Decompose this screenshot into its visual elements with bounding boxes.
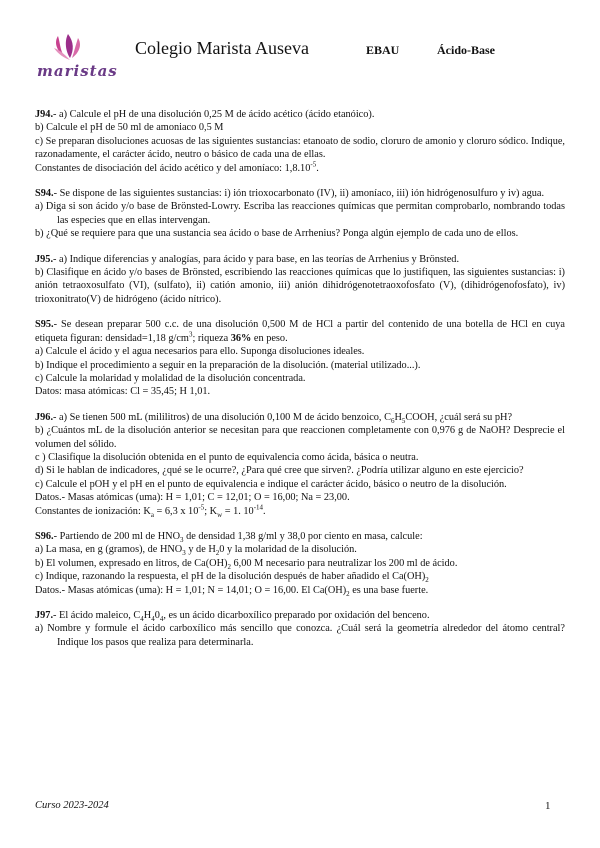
- page-header: [0, 0, 600, 100]
- page-number: 1: [545, 800, 551, 812]
- question-part: a) Diga si son ácido y/o base de Brönsted-Lowry. Escriba las reacciones químicas que permitan comprobarlo, nombrando todas las especies que en ellas intervengan.: [35, 201, 565, 226]
- question-part: a) La masa, en g (gramos), de $HNO_3$ y de $H_20$ y la molaridad de la disolución.: [35, 544, 357, 558]
- question-s95: S95.- Se desean preparar 500 c.c. de una disolución 0,500 M de HCl a partir del contenido de una botella de HCl en cuya etiqueta figuran: densidad=1,18 $g/cm^3$; riqueza 36% en peso. a) Calcule el ácido y el agua necesarios para ello. Suponga disoluciones ideales. b) Indique el procedimiento a seguir en la preparación de la disolución. (material utilizado...). c) Calcule la molaridad y molalidad de la disolución concentrada. Datos: masa atómicas: Cl = 35,45; H 1,01.: [35, 319, 565, 398]
- logo-text: maristas: [37, 62, 118, 80]
- question-data: Datos: masa atómicas: Cl = 35,45; H 1,01.: [35, 386, 211, 398]
- question-label: J97.: [35, 610, 54, 621]
- topic-label: Ácido-Base: [437, 43, 495, 57]
- question-part: a) Nombre y formule el ácido carboxílico más sencillo que conozca. ¿Cuál será la geometría alrededor del átomo central? Indique los pasos que realiza para determinarla.: [35, 623, 565, 648]
- question-label: S96.: [35, 530, 54, 542]
- question-part: d) Si le hablan de indicadores, ¿qué se le ocurre?, ¿Para qué cree que sirven?. ¿Podría utilizar alguno en este ejercicio?: [35, 465, 524, 477]
- question-data: Datos.- Masas atómicas (uma): H = 1,01; N = 14,01; O = 16,00. El $Ca(OH)_2$ es una base fuerte.: [35, 584, 429, 598]
- question-part: c ) Clasifique la disolución obtenida en el punto de equivalencia como ácida, básica o neutra.: [35, 451, 419, 463]
- question-part: c) Calcule el pOH y el pH en el punto de equivalencia e indique el carácter ácido, básico o neutro de la disolución.: [35, 478, 507, 490]
- question-part: c) Calcule la molaridad y molalidad de la disolución concentrada.: [35, 372, 306, 384]
- question-label: S95.: [35, 319, 54, 331]
- question-j95: [35, 253, 565, 307]
- question-part: b) El volumen, expresado en litros, de $Ca(OH)_2$ 6,00 M necesario para neutralizar los 200 ml de ácido.: [35, 557, 458, 571]
- question-j97: J97.- El ácido maleico, $C_4H_40_4$, es un ácido dicarboxílico preparado por oxidación del benceno. a) Nombre y formule el ácido carboxílico más sencillo que conozca. ¿Cuál será la geometría alrededor del átomo central? Indique los pasos que realiza para determinarla.: [35, 610, 565, 648]
- question-part: b) Calcule el pH de 50 ml de amoniaco 0,5 M: [35, 122, 224, 134]
- question-part: b) Clasifique en ácido y/o bases de Brönsted, escribiendo las reacciones químicas que lo justifiquen, las siguientes sustancias: i) anión tetraoxosulfato (VI), (sulfato), ii) catión amonio, iii) anión dihidrógenotetraoxofosfato (V), (dihidrógenofosfato), iv) trioxonitrato(V) de hidrógeno (ácido nítrico).: [35, 267, 565, 305]
- exam-label: EBAU: [366, 43, 400, 57]
- question-part: b) Indique el procedimiento a seguir en la preparación de la disolución. (material utilizado...).: [35, 359, 421, 371]
- question-s96: S96.- Partiendo de 200 ml de $HNO_3$ de densidad 1,38 g/ml y 38,0 por ciento en masa, calcule: a) La masa, en g (gramos), de $HNO_3$ y de $H_20$ y la molaridad de la disolución. b) El volumen, expresado en litros, de $Ca(OH)_2$ 6,00 M necesario para neutralizar los 200 ml de ácido. c) Indique, razonando la respuesta, el pH de la disolución después de haber añadido el $Ca(OH)_2$ Datos.- Masas atómicas (uma): H = 1,01; N = 14,01; O = 16,00. El $Ca(OH)_2$ es una base fuerte.: [35, 530, 565, 597]
- question-part: c) Se preparan disoluciones acuosas de las siguientes sustancias: etanoato de sodio, cloruro de amonio y cloruro sódico. Indique, razonadamente, el carácter ácido, neutro o básico de cada una de ellas.: [35, 135, 565, 161]
- question-label: J95.: [35, 253, 54, 265]
- course-label: Curso 2023-2024: [35, 800, 109, 811]
- question-text: - Se dispone de las siguientes sustancias: i) ión trioxocarbonato (IV), ii) amoníaco, iii) ión hidrógenosulfuro y iv) agua.: [53, 188, 545, 200]
- question-label: J94.: [35, 109, 54, 120]
- exercise-list: [35, 108, 565, 661]
- question-j96: J96.- a) Se tienen 500 mL (mililitros) de una disolución 0,100 M de ácido benzoico, $C_6H_5COOH$, ¿cuál será su pH? b) ¿Cuántos mL de la disolución anterior se necesitan para que reaccionen completamente con 0,976 g de NaOH? Desprecie el volumen del sólido. c ) Clasifique la disolución obtenida en el punto de equivalencia como ácida, básica o neutra. d) Si le hablan de indicadores, ¿qué se le ocurre?, ¿Para qué cree que sirven?. ¿Podría utilizar alguno en este ejercicio? c) Calcule el pOH y el pH en el punto de equivalencia e indique el carácter ácido, básico o neutro de la disolución. Datos.- Masas atómicas (uma): H = 1,01; C = 12,01; O = 16,00; Na = 23,00. Constantes de ionización: $K_a = 6,3$ x $10^{-5}$; $K_w = 1$. $10^{-14}$.: [35, 411, 565, 519]
- question-part: c) Indique, razonando la respuesta, el pH de la disolución después de haber añadido el $Ca(OH)_2$: [35, 571, 429, 585]
- school-name: Colegio Marista Auseva: [135, 38, 309, 58]
- question-part: b) ¿Cuántos mL de la disolución anterior se necesitan para que reaccionen completamente con 0,976 g de NaOH? Desprecie el volumen del sólido.: [35, 425, 565, 450]
- question-text: - a) Indique diferencias y analogías, para ácido y para base, en las teorías de Arrhenius y Brönsted.: [53, 253, 460, 265]
- question-label: S94.: [35, 188, 54, 200]
- question-s94: [35, 187, 565, 241]
- question-part: a) Calcule el ácido y el agua necesarios para ello. Suponga disoluciones ideales.: [35, 346, 365, 358]
- question-text: - a) Calcule el pH de una disolución 0,25 M de ácido acético (ácido etanóico).: [53, 109, 375, 120]
- question-data: Constantes de disociación del ácido acético y del amoníaco: $1,8.10^{-5}$.: [35, 160, 319, 174]
- question-label: J96.: [35, 411, 54, 423]
- maristas-logo-icon: [34, 32, 104, 90]
- question-data: Datos.- Masas atómicas (uma): H = 1,01; C = 12,01; O = 16,00; Na = 23,00.: [35, 492, 350, 504]
- question-part: b) ¿Qué se requiere para que una sustancia sea ácido o base de Arrhenius? Ponga algún ejemplo de cada uno de ellos.: [35, 228, 519, 240]
- question-j94: [35, 108, 565, 175]
- question-constants: Constantes de ionización: $K_a = 6,3$ x $10^{-5}$; $K_w = 1$. $10^{-14}$.: [35, 503, 266, 519]
